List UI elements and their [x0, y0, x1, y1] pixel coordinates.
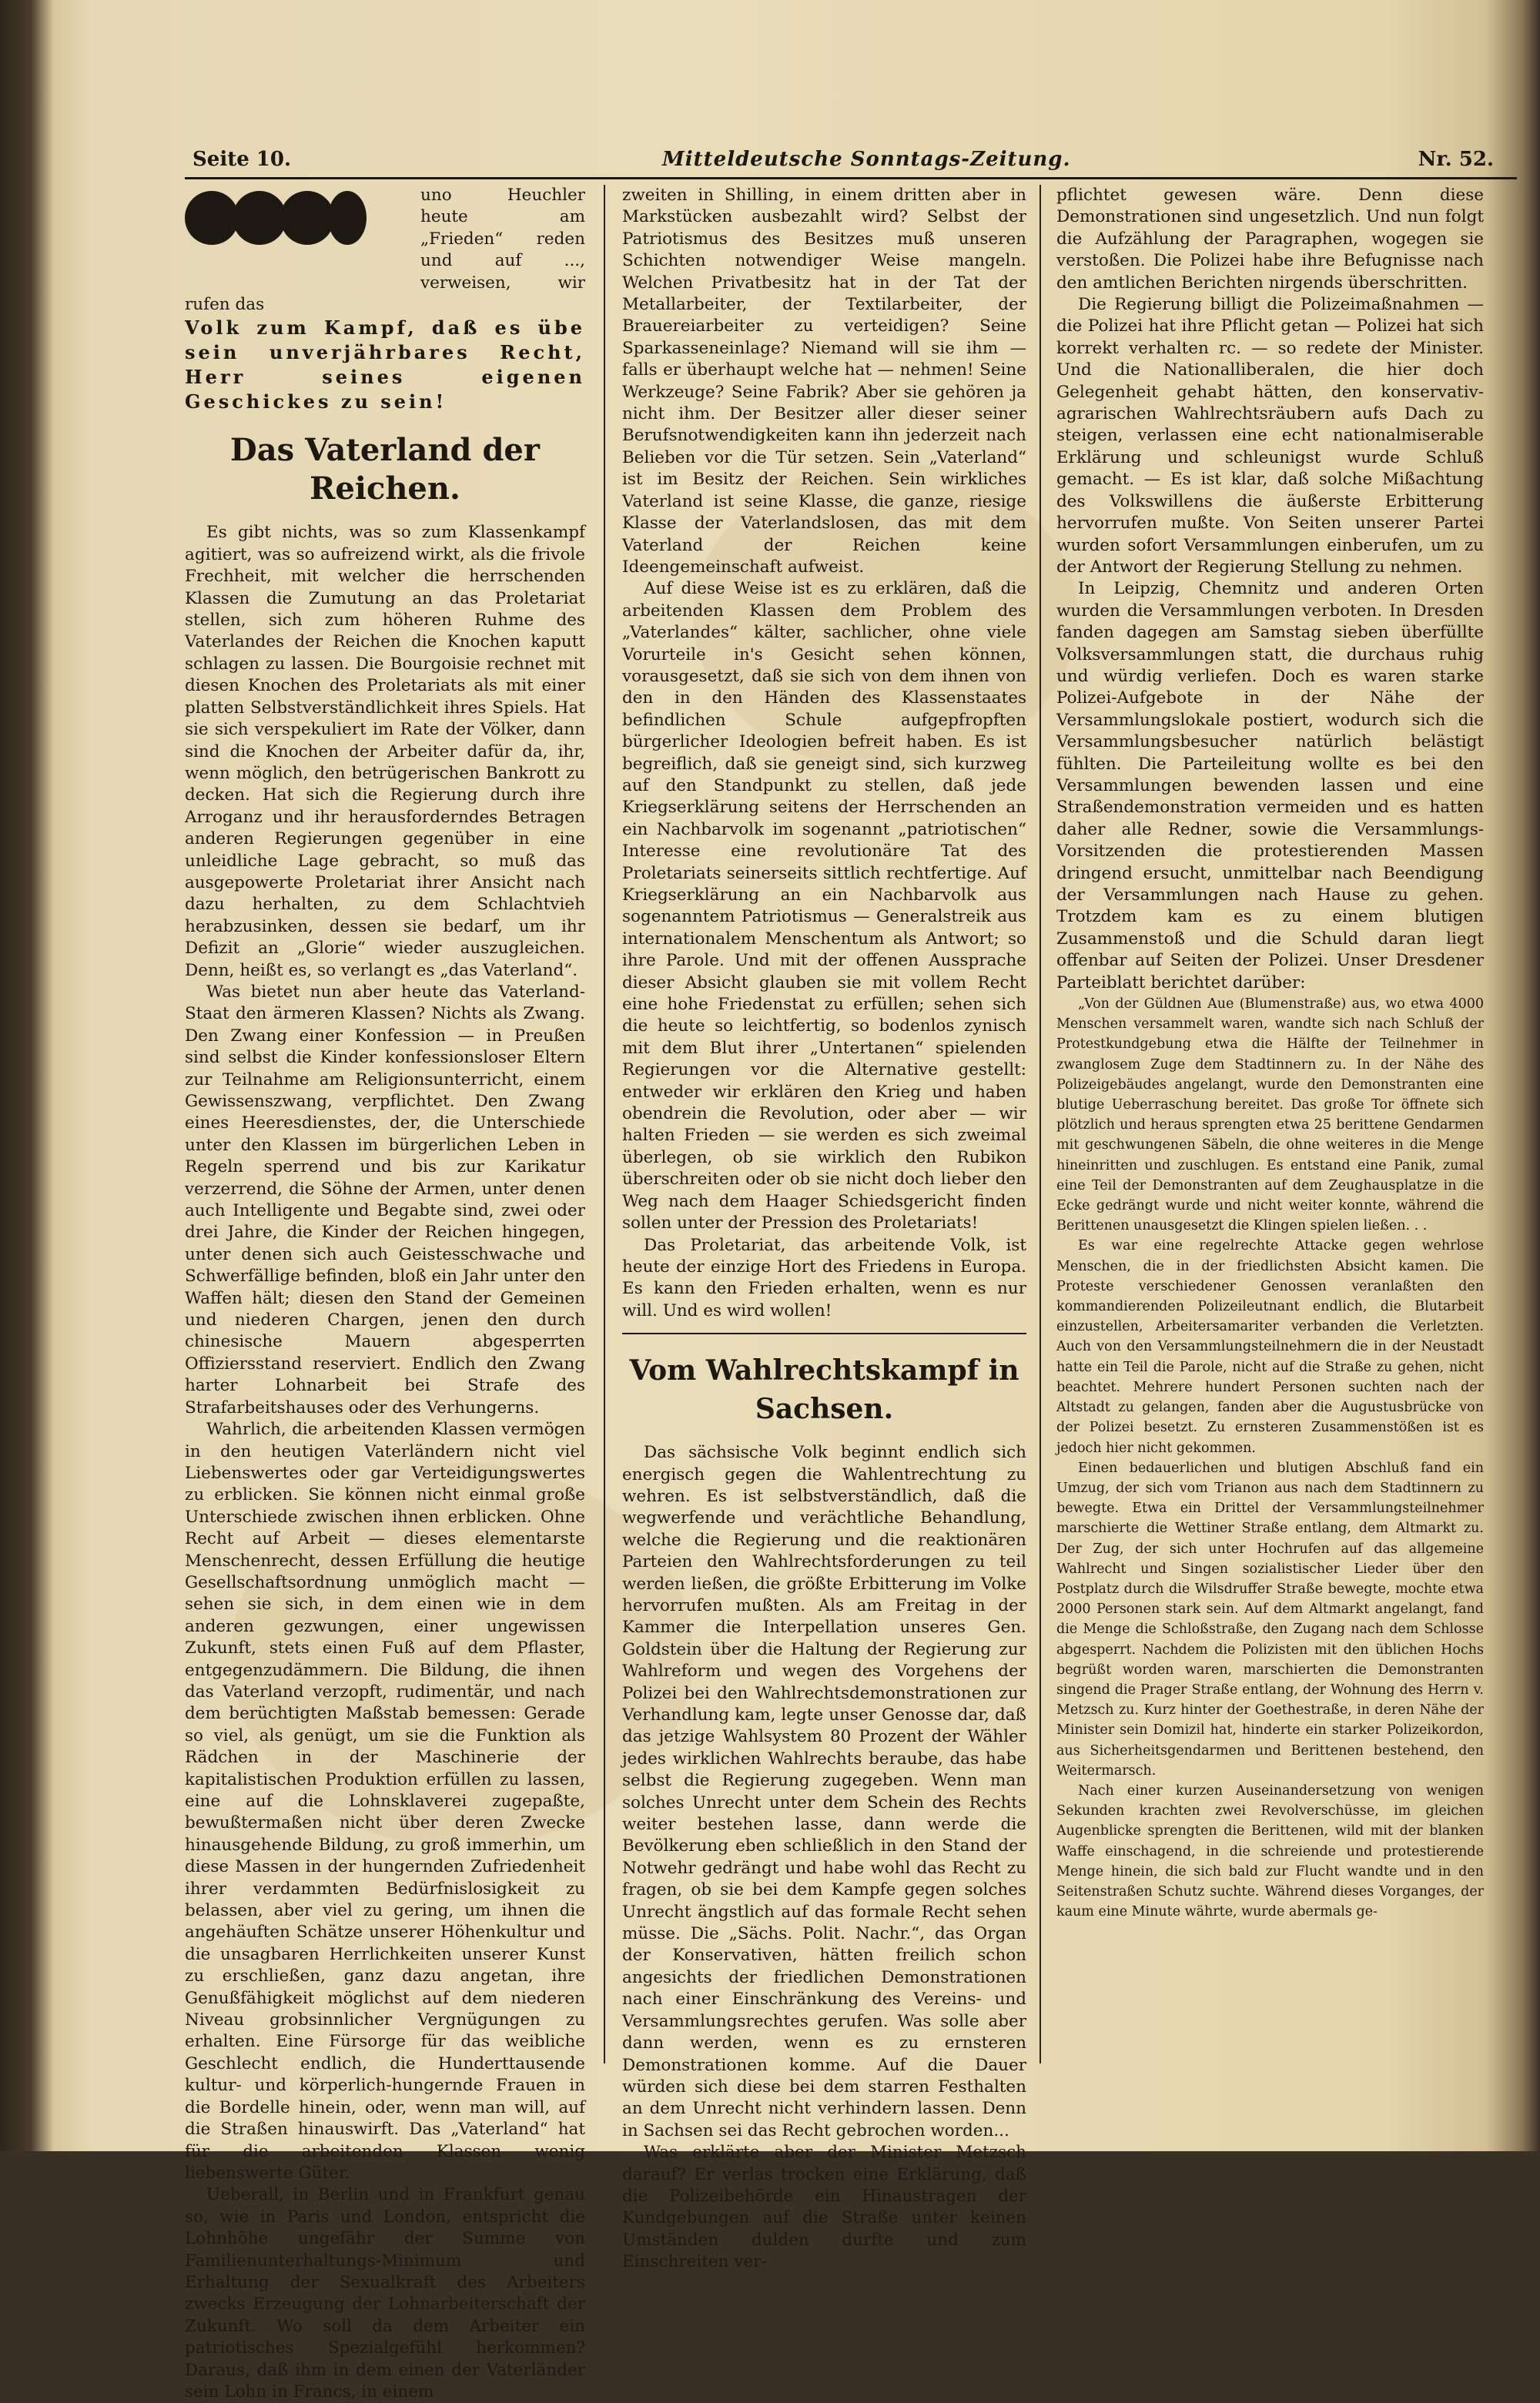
paragraph: Was erklärte aber der Minister Metzsch darauf? Er verlas trocken eine Erklärung, daß die Polizeibehörde ein Hinaustragen der Kundgebungen auf die Straße unter keinen Umständen dulden durfte und zum Einschreiten ver- [622, 2143, 1026, 2272]
page-number: Seite 10. [192, 148, 292, 171]
ink-blot [185, 191, 239, 245]
paragraph: Ueberall, in Berlin und in Frankfurt genau so, wie in Paris und London, entspricht die Lohnhöhe ungefähr der Summe von Familienunterhaltungs-Minimum und Erhaltung der Sexualkraft des Arbeiters zwecks Erzeugung der Lohnarbeiterschaft der Zukunft. Wo soll da dem Arbeiter ein patriotisches Spezialgefühl herkommen? Daraus, daß ihm in dem einen der Vaterländer sein Lohn in Francs, in einem [185, 2185, 585, 2401]
paragraph: In Leipzig, Chemnitz und anderen Orten wurden die Versammlungen verboten. In Dresden fanden dagegen am Samstag sieben überfüllte Volksversammlungen statt, die durchaus ruhig und würdig verliefen. Doch es waren starke Polizei-Aufgebote in der Nähe der Versammlungslokale postiert, wodurch sich die Versammlungsbesucher natürlich belästigt fühlten. Die Parteileitung wollte es bei den Versammlungen bewenden lassen und eine Straßendemonstration vermeiden und es hatten daher alle Redner, sowie die Versammlungs-Vorsitzenden die protestierenden Massen dringend ersucht, unmittelbar nach Beendigung der Versammlungen nach Hause zu gehen. Trotzdem kam es zu einem blutigen Zusammenstoß und die Schuld daran liegt offenbar auf Seiten der Polizei. Unser Dresdener Parteiblatt berichtet darüber: [1056, 579, 1484, 992]
quoted-paragraph: Einen bedauerlichen und blutigen Abschluß fand ein Umzug, der sich vom Trianon aus nach dem Stadtinnern zu bewegte. Etwa ein Drittel der Versammlungsteilnehmer marschierte die Wettiner Straße entlang, dem Altmarkt zu. Der Zug, der sich unter Hochrufen auf das allgemeine Wahlrecht und Singen sozialistischer Lieder über den Postplatz durch die Wilsdruffer Straße bewegte, mochte etwa 2000 Personen stark sein. Auf dem Altmarkt angelangt, fand die Menge die Schloßstraße, den Zugang nach dem Schlosse abgesperrt. Nachdem die Polizisten mit den üblichen Hochs begrüßt worden waren, marschierten die Demonstranten singend die Prager Straße entlang, der Wohnung des Herrn v. Metzsch zu. Kurz hinter der Goethestraße, in deren Nähe der Minister sein Domizil hat, hinderte ein starker Polizeikordon, aus Sicherheitsgendarmen und Berittenen bestehend, den Weitermarsch. [1056, 1460, 1484, 1779]
column-separator [604, 185, 605, 2063]
article-title: Das Vaterland der Reichen. [230, 432, 540, 507]
ink-blot [280, 191, 334, 245]
issue-number: Nr. 52. [1418, 148, 1494, 171]
paragraph: Wahrlich, die arbeitenden Klassen vermögen in den heutigen Vaterländern nicht viel Liebenswertes oder gar Verteidigungswertes zu erblicken. Sie können nicht einmal große Unterschiede zwischen ihnen erblicken. Ohne Recht auf Arbeit — dieses elementarste Menschenrecht, dessen Erfüllung die heutige Gesellschaftsordnung unmöglich macht — sehen sie sich, in dem einen wie in dem anderen gezwungen, einer ungewissen Zukunft, stets einen Fuß auf dem Pflaster, entgegenzudämmern. Die Bildung, die ihnen das Vaterland verzopft, rudimentär, und nach dem berüchtigten Maßstab bemessen: Gerade so viel, als genügt, um sie die Funktion als Rädchen in der Maschinerie der kapitalistischen Produktion erfüllen zu lassen, eine auf die Lohnsklaverei zugepaßte, bewußtermaßen nicht über deren Zwecke hinausgehende Bildung, zu groß immerhin, um diese Massen in der hungernden Zufriedenheit ihrer verdammten Bedürfnislosigkeit zu belassen, aber viel zu gering, um ihnen die angehäuften Schätze unserer Höhenkultur und die unsagbaren Herrlichkeiten unserer Kunst zu erschließen, ganz dazu angetan, ihre Genußfähigkeit möglichst auf dem niederen Niveau grobsinnlicher Vergnügungen zu erhalten. Eine Fürsorge für das weibliche Geschlecht endlich, die Hunderttausende kultur- und körperlich-hungernde Frauen in die Bordelle hinein, oder, wenn man will, auf die Straßen hinauswirft. Das „Vaterland“ hat für die arbeitenden Klassen wenig liebenswerte Güter. [185, 1420, 585, 2183]
ink-blot-ornament [185, 185, 416, 277]
intro-emphasis: Volk zum Kampf, daß es übe sein unverjährbares Recht, Herr seines eigenen Geschickes zu sein! [185, 316, 585, 413]
article-title: Vom Wahlrechtskampf in Sachsen. [629, 1354, 1019, 1426]
paragraph: Was bietet nun aber heute das Vaterland-Staat den ärmeren Klassen? Nichts als Zwang. Den Zwang einer Konfession — in Preußen sind selbst die Kinder konfessionsloser Eltern zur Teilnahme am Religionsunterricht, einem Gewissenszwang, verpflichtet. Den Zwang eines Heeresdienstes, der, die Unterschiede unter den Klassen im bürgerlichen Leben in Regeln sperrend und bis zur Karikatur verzerrend, die Söhne der Armen, unter denen auch Intelligente und Begabte sind, zwei oder drei Jahre, die Kinder der Reichen hingegen, unter denen sich auch Geistesschwache und Schwerfällige befinden, bloß ein Jahr unter den Waffen hält; diesen den Stand der Gemeinen und niederen Chargen, jenen den durch chinesische Mauern abgesperrten Offiziersstand reserviert. Endlich den Zwang harter Lohnarbeit bei Strafe des Strafarbeitshauses oder des Verhungerns. [185, 982, 585, 1417]
paragraph: Das Proletariat, das arbeitende Volk, ist heute der einzige Hort des Friedens in Europa. Es kann den Frieden erhalten, wenn es nur will. Und es wird wollen! [622, 1235, 1026, 1320]
header-rule [185, 177, 1517, 179]
paragraph: Auf diese Weise ist es zu erklären, daß die arbeitenden Klassen dem Problem des „Vaterlandes“ kälter, sachlicher, ohne viele Vorurteile in's Gesicht sehen können, vorausgesetzt, daß sie sich von dem ihnen von den in den Händen des Klassenstaates befindlichen Schule aufgepfropften bürgerlicher Ideologien befreit haben. Es ist begreiflich, daß sie geneigt sind, sich kurzweg auf den Standpunkt zu stellen, daß jede Kriegserklärung seitens der Herrschenden an ein Nachbarvolk im sogenannt „patriotischen“ Interesse eine revolutionäre Tat des Proletariats seinerseits sittlich rechtfertige. Auf Kriegserklärung an ein Nachbarvolk aus sogenanntem Patriotismus — Generalstreik aus internationalem Menschentum als Antwort; so ihre Parole. Und mit der offenen Aussprache dieser Absicht glauben sie mit vollem Recht eine hohe Friedenstat zu erfüllen; sehen sich die heute so leichtfertig, so bodenlos zynisch mit dem Blut ihrer „Untertanen“ spielenden Regierungen vor die Alternative gestellt: entweder wir erklären den Krieg und haben obendrein die Revolution, oder aber — wir halten Frieden — sie werden es sich zweimal überlegen, ob sie wirklich den Rubikon überschreiten oder ob sie nicht doch lieber den Weg nach dem Haager Schiedsgericht finden sollen unter der Pression des Proletariats! [622, 579, 1026, 1233]
paragraph: Es gibt nichts, was so zum Klassenkampf agitiert, was so aufreizend wirkt, als die frivole Frechheit, mit welcher die herrschenden Klassen die Zumutung an das Proletariat stellen, sich zum höheren Ruhme des Vaterlandes der Reichen die Knochen kaputt schlagen zu lassen. Die Bourgoisie rechnet mit diesen Knochen des Proletariats als mit einer platten Selbstverständlichkeit ihres Spiels. Hat sie sich verspekuliert im Rate der Völker, dann sind die Knochen der Arbeiter dafür da, ihr, wenn möglich, den betrügerischen Bankrott zu decken. Hat sich die Regierung durch ihre Arroganz und ihr herausforderndes Betragen anderen Regierungen gegenüber in eine unleidliche Lage gebracht, so muß das ausgepowerte Proletariat ihrer Ansicht nach dazu herhalten, zu dem Schlachtvieh herabzusinken, dessen sie bedarf, um ihr Defizit an „Glorie“ wieder auszugleichen. Denn, heißt es, so verlangt es „das Vaterland“. [185, 523, 585, 980]
paragraph: Das sächsische Volk beginnt endlich sich energisch gegen die Wahlentrechtung zu wehren. Es ist selbstverständlich, daß die wegwerfende und verächtliche Behandlung, welche die Regierung und die reaktionären Parteien den Wahlrechtsforderungen zu teil werden ließen, die größte Erbitterung im Volke hervorrufen mußten. Als am Freitag in der Kammer die Interpellation unseres Gen. Goldstein über die Haltung der Regierung zur Wahlreform und wegen des Vorgehens der Polizei bei den Wahlrechtsdemonstrationen zur Verhandlung kam, legte unser Genosse dar, daß das jetzige Wahlsystem 80 Prozent der Wähler jedes wirklichen Wahlrechts beraube, das habe selbst die Regierung zugegeben. Wenn man solches Unrecht unter dem Schein des Rechts weiter bestehen lasse, dann werde die Bevölkerung eben schließlich in den Stand der Notwehr gedrängt und habe wohl das Recht zu fragen, ob sie bei dem Kampfe gegen solches Unrecht ängstlich auf das formale Recht sehen müsse. Die „Sächs. Polit. Nachr.“, das Organ der Konservativen, hätten freilich schon angesichts der friedlichen Demonstrationen nach einer Einschränkung des Vereins- und Versammlungsrechtes gerufen. Was solle aber dann werden, wenn es zu ernsteren Demonstrationen komme. Auf die Dauer würden sich diese bei dem starren Festhalten an dem Unrecht nicht verhindern lassen. Denn in Sachsen sei das Recht gebrochen worden... [622, 1443, 1026, 2140]
article-divider [622, 1333, 1026, 1334]
paragraph: Die Regierung billigt die Polizeimaßnahmen — die Polizei hat ihre Pflicht getan — Polizei hat sich korrekt verhalten rc. — so redete der Minister. Und die Nationalliberalen, die hier doch Gelegenheit gehabt hätten, den konservativ-agrarischen Wahlrechtsräubern aufs Dach zu steigen, verlassen eine echt nationalmiserable Erklärung und schleunigst wurde Schluß gemacht. — Es ist klar, daß solche Mißachtung des Volkswillens die äußerste Erbitterung hervorrufen mußte. Von Seiten unserer Partei wurden sofort Versammlungen einberufen, um zu der Antwort der Regierung Stellung zu nehmen. [1056, 295, 1484, 577]
page-header [154, 148, 1509, 179]
newspaper-page [154, 139, 1509, 2401]
quoted-paragraph: „Von der Güldnen Aue (Blumenstraße) aus, wo etwa 4000 Menschen versammelt waren, wandte sich nach Schluß der Protestkundgebung etwa die Hälfte der Teilnehmer in zwanglosem Zuge dem Stadtinnern zu. In der Nähe des Polizeigebäudes angelangt, wurde den Demonstranten eine blutige Ueberraschung bereitet. Das große Tor öffnete sich plötzlich und heraus sprengten etwa 25 berittene Gendarmen mit geschwungenen Säbeln, die ohne weiteres in die Menge hineinritten und zuschlugen. Es entstand eine Panik, zumal eine Teil der Demonstranten auf dem Zeughausplatze in die Ecke gedrängt wurde und nicht weiter konnte, während die Berittenen unausgesetzt die Klingen spielen ließen. . . [1056, 996, 1484, 1234]
ink-blot [233, 191, 286, 245]
quoted-paragraph: Es war eine regelrechte Attacke gegen wehrlose Menschen, die in der friedlichsten Absicht kamen. Die Proteste verschiedener Genossen veranlaßten den kommandierenden Polizeileutnant endlich, die Blutarbeit einzustellen, Arbeitersamariter verbanden die Verletzten. Auch von den Versammlungsteilnehmern die in der Neustadt hatte ein Teil die Parole, nicht auf die Straße zu gehen, nicht beachtet. Mehrere hundert Personen suchten nach der Altstadt zu gelangen, fanden aber die Augustusbrücke von der Polizei besetzt. Zu ernsteren Zusammenstößen ist es jedoch hier nicht gekommen. [1056, 1238, 1484, 1456]
quoted-paragraph: Nach einer kurzen Auseinandersetzung von wenigen Sekunden krachten zwei Revolverschüsse, im gleichen Augenblicke sprengten die Berittenen, wild mit der blanken Waffe einschagend, in die schreiende und protestierende Menge hinein, die sich bald zur Flucht wandte und in den Seitenstraßen Schutz suchte. Während dieses Vorganges, der kaum eine Minute währte, wurde abermals ge- [1056, 1782, 1484, 1920]
column-3 [1056, 185, 1484, 2094]
column-1 [185, 185, 585, 2401]
paragraph: zweiten in Shilling, in einem dritten aber in Markstücken ausbezahlt wird? Selbst der Patriotismus des Besitzes muß unseren Schichten notwendiger Weise mangeln. Welchen Privatbesitz hat in der Tat der Metallarbeiter, der Textilarbeiter, der Brauereiarbeiter zu verteidigen? Seine Sparkasseneinlage? Niemand will sie ihm — falls er überhaupt welche hat — nehmen! Seine Werkzeuge? Seine Fabrik? Aber sie gehören ja nicht ihm. Der Besitzer aller dieser seiner Berufsnotwendigkeiten kann ihn jederzeit nach Belieben vor die Tür setzen. Sein „Vaterland“ ist im Besitz der Reichen. Sein wirkliches Vaterland ist seine Klasse, die ganze, riesige Klasse der Vaterlandslosen, das mit dem Vaterland der Reichen keine Ideengemeinschaft aufweist. [622, 186, 1026, 577]
intro-text: uno Heuchler heute am „Frieden“ reden und auf ..., verweisen, wir rufen das [185, 186, 585, 315]
ink-blot [328, 191, 367, 245]
column-separator [1040, 185, 1041, 2063]
paragraph: pflichtet gewesen wäre. Denn diese Demonstrationen sind ungesetzlich. Und nun folgt die Aufzählung der Paragraphen, wogegen sie verstoßen. Die Polizei habe ihre Befugnisse nach den amtlichen Berichten nirgends überschritten. [1056, 186, 1484, 293]
newspaper-title: Mitteldeutsche Sonntags-Zeitung. [662, 148, 1071, 171]
column-2 [622, 185, 1026, 2272]
